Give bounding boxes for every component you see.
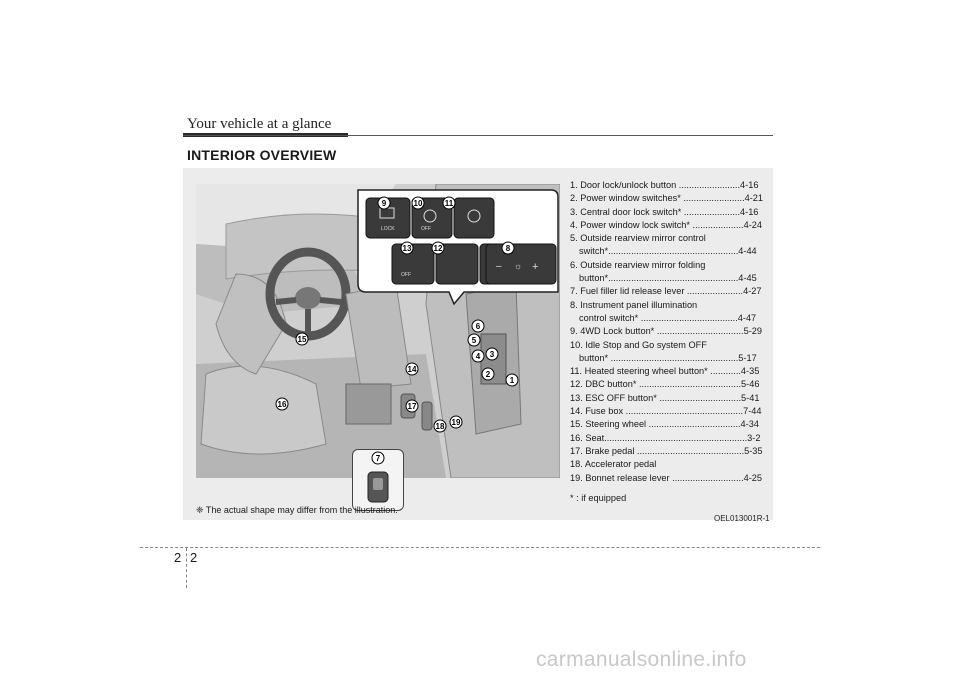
callout-17: 17 (407, 402, 417, 411)
callout-16: 16 (277, 400, 287, 409)
callout-5: 5 (471, 336, 477, 345)
list-item-label: 11. Heated steering wheel button* ............4-35 (570, 366, 760, 377)
chapter-number: 2 (174, 550, 182, 565)
list-item-continuation: control switch* ......................................4-47 (579, 312, 757, 323)
list-item (570, 299, 770, 326)
list-item (570, 232, 770, 259)
list-item (570, 339, 770, 366)
list-item-label: 9. 4WD Lock button* ..................................5-29 (570, 326, 762, 337)
list-item (570, 458, 770, 471)
list-item-label: 4. Power window lock switch* ....................4-24 (570, 219, 762, 230)
illustration-note: ❈ The actual shape may differ from the illustration. (196, 505, 398, 515)
list-item-label: 19. Bonnet release lever ............................4-25 (570, 472, 763, 483)
watermark: carmanualsonline.info (536, 648, 747, 671)
callout-6: 6 (475, 322, 481, 331)
svg-text:☼: ☼ (514, 261, 523, 271)
callout-12: 12 (433, 244, 443, 253)
list-item-label: 16. Seat........................................................3-2 (570, 432, 761, 443)
list-item (570, 392, 770, 405)
list-item-label: 8. Instrument panel illumination (570, 299, 698, 310)
page-divider (186, 548, 187, 588)
list-item-label: 1. Door lock/unlock button ........................4-16 (570, 180, 759, 190)
fuel-lever-inset (352, 449, 404, 511)
callout-19: 19 (451, 418, 461, 427)
list-item (570, 378, 770, 391)
list-item (570, 418, 770, 431)
list-item (570, 472, 770, 485)
callout-4: 4 (475, 352, 481, 361)
callout-3: 3 (489, 350, 495, 359)
callout-11: 11 (444, 199, 454, 208)
page-number: 2 (190, 550, 198, 565)
list-item-label: 15. Steering wheel ....................................4-34 (570, 419, 759, 430)
callout-15: 15 (297, 335, 307, 344)
list-item-continuation: switch*...................................................4-44 (579, 246, 757, 257)
footnote: * : if equipped (570, 493, 627, 503)
list-item (570, 325, 770, 338)
list-item-label: 6. Outside rearview mirror folding (570, 259, 706, 270)
lock-switch-label: LOCK (381, 226, 395, 232)
callout-7: 7 (375, 454, 381, 463)
list-item (570, 432, 770, 445)
list-item-label: 3. Central door lock switch* ......................4-16 (570, 206, 759, 217)
list-item-continuation: button* ..................................................5-17 (579, 352, 757, 363)
header-rule (183, 135, 773, 136)
list-item-label: 10. Idle Stop and Go system OFF (570, 339, 707, 350)
svg-text:+: + (532, 261, 539, 273)
callout-9: 9 (381, 199, 387, 208)
list-item-label: 17. Brake pedal ..........................................5-35 (570, 445, 763, 456)
list-item (570, 192, 770, 205)
list-item (570, 285, 770, 298)
list-item (570, 206, 770, 219)
list-item-continuation: button*...................................................4-45 (579, 273, 757, 284)
list-item (570, 365, 770, 378)
list-item (570, 259, 770, 286)
svg-text:–: – (496, 261, 502, 272)
list-item-label: 12. DBC button* ........................................5-46 (570, 379, 760, 390)
list-item-label: 18. Accelerator pedal (570, 459, 657, 470)
footer-rule (140, 547, 820, 548)
list-item (570, 219, 770, 232)
callout-2: 2 (485, 370, 491, 379)
list-item-label: 2. Power window switches* ........................4-21 (570, 193, 764, 204)
list-item-label: 7. Fuel filler lid release lever ......................4-27 (570, 286, 762, 297)
esc-off-label: OFF (401, 272, 411, 278)
callout-18: 18 (435, 422, 445, 431)
component-list (570, 179, 770, 485)
list-item (570, 445, 770, 458)
list-item (570, 179, 770, 192)
callout-10: 10 (413, 199, 423, 208)
header-title: Your vehicle at a glance (187, 116, 332, 132)
interior-illustration (196, 184, 560, 478)
callout-1: 1 (509, 376, 515, 385)
list-item-label: 14. Fuse box ..............................................7-44 (570, 406, 762, 417)
callout-8: 8 (505, 244, 511, 253)
section-title: INTERIOR OVERVIEW (187, 147, 337, 163)
callout-13: 13 (402, 244, 412, 253)
list-item-label: 5. Outside rearview mirror control (570, 233, 706, 244)
list-item (570, 405, 770, 418)
image-code: OEL013001R-1 (714, 514, 770, 523)
callout-14: 14 (407, 365, 417, 374)
isg-off-label: OFF (421, 226, 431, 232)
list-item-label: 13. ESC OFF button* ................................5-41 (570, 392, 760, 403)
